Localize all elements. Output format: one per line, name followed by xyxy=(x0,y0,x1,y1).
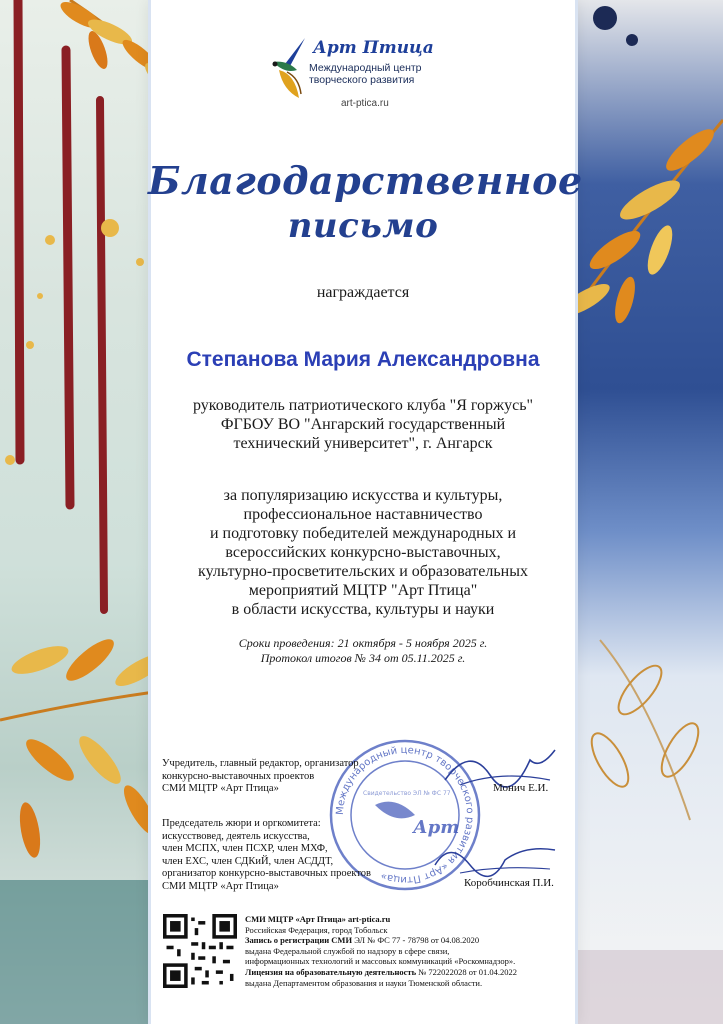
signature-korobchinskaya xyxy=(430,835,560,880)
dates-line: Сроки проведения: 21 октября - 5 ноября 2025 г. xyxy=(238,636,488,650)
logo-subtitle-line1: Международный центр xyxy=(309,62,422,74)
signatory-line: член ЕХС, член СДКиЙ, член АСДДТ, xyxy=(162,855,334,867)
logo-brand: Арт Птица xyxy=(313,38,434,58)
logo-subtitle xyxy=(309,62,447,86)
signatory-jury-chair-name: Коробчинская П.И. xyxy=(464,877,554,889)
award-reason xyxy=(148,486,578,619)
position-line: технический университет", г. Ангарск xyxy=(233,435,493,452)
position-line: ФГБОУ ВО "Ангарский государственный xyxy=(220,416,506,433)
title-line2: письмо xyxy=(287,206,439,246)
position-line: руководитель патриотического клуба "Я горжусь" xyxy=(192,397,534,414)
footer-address: Российская Федерация, город Тобольск xyxy=(245,924,388,935)
footer-legal-info xyxy=(245,914,575,988)
stamp-outer-text: Международный центр творческого развития «Арт Птица» xyxy=(334,744,476,886)
recipient-position xyxy=(148,396,578,453)
reason-line: за популяризацию искусства и культуры, xyxy=(223,487,503,504)
reason-line: мероприятий МЦТР "Арт Птица" xyxy=(248,582,478,599)
signatory-line: Председатель жюри и оргкомитета: xyxy=(162,818,321,829)
reason-line: в области искусства, культуры и науки xyxy=(231,601,495,618)
title-line1: Благодарственное xyxy=(148,158,583,203)
stamp-center-text: Арт xyxy=(413,817,460,838)
logo-subtitle-line2: творческого развития xyxy=(309,74,415,86)
bird-logo-icon xyxy=(265,34,313,104)
signatory-line: СМИ МЦТР «Арт Птица» xyxy=(162,783,279,794)
footer-license-label: Лицензия на образовательную деятельность xyxy=(245,966,417,977)
protocol-line: Протокол итогов № 34 от 05.11.2025 г. xyxy=(260,651,466,665)
signatory-line: конкурсно-выставочных проектов xyxy=(162,770,315,782)
recipient-name: Степанова Мария Александровна xyxy=(186,348,540,371)
signatory-line: член МСПХ, член ПСХР, член МХФ, xyxy=(162,843,328,854)
logo xyxy=(265,34,445,109)
footer-media-name: СМИ МЦТР «Арт Птица» art-ptica.ru xyxy=(245,914,391,924)
reason-line: и подготовку победителей международных и xyxy=(209,525,517,542)
footer-registration-number: ЭЛ № ФС 77 - 78798 от 04.08.2020 xyxy=(352,935,480,946)
qr-code xyxy=(163,914,237,988)
footer-registration-issuer: выдана Федеральной службой по надзору в сфере связи, xyxy=(245,945,450,956)
stamp-reg-text: Свидетельство ЭЛ № ФС 77 xyxy=(363,790,451,797)
signatory-line: Учредитель, главный редактор, организатор xyxy=(162,758,359,769)
signatory-founder-name: Монич Е.И. xyxy=(493,782,549,794)
footer-license-number: № 722022028 от 01.04.2022 xyxy=(416,966,518,977)
signatory-line: СМИ МЦТР «Арт Птица» xyxy=(162,880,279,892)
footer-license-issuer: выдана Департаментом образования и науки Тюменской области. xyxy=(245,977,483,988)
footer-registration-label: Запись о регистрации СМИ xyxy=(245,935,353,946)
signatory-line: организатор конкурсно-выставочных проектов xyxy=(162,868,372,879)
reason-line: всероссийских конкурсно-выставочных, xyxy=(225,544,501,561)
logo-url: art-ptica.ru xyxy=(341,98,389,109)
reason-line: профессиональное наставничество xyxy=(243,506,483,523)
awarded-label: награждается xyxy=(316,284,410,301)
signatory-jury-chair xyxy=(162,818,371,893)
reason-line: культурно-просветительских и образовательных xyxy=(198,563,528,580)
event-dates xyxy=(148,636,578,666)
footer-registration-issuer-cont: информационных технологий и массовых коммуникаций «Роскомнадзор». xyxy=(245,956,516,967)
signatory-founder xyxy=(162,758,359,796)
signatory-line: искусствовед, деятель искусства, xyxy=(162,830,310,842)
